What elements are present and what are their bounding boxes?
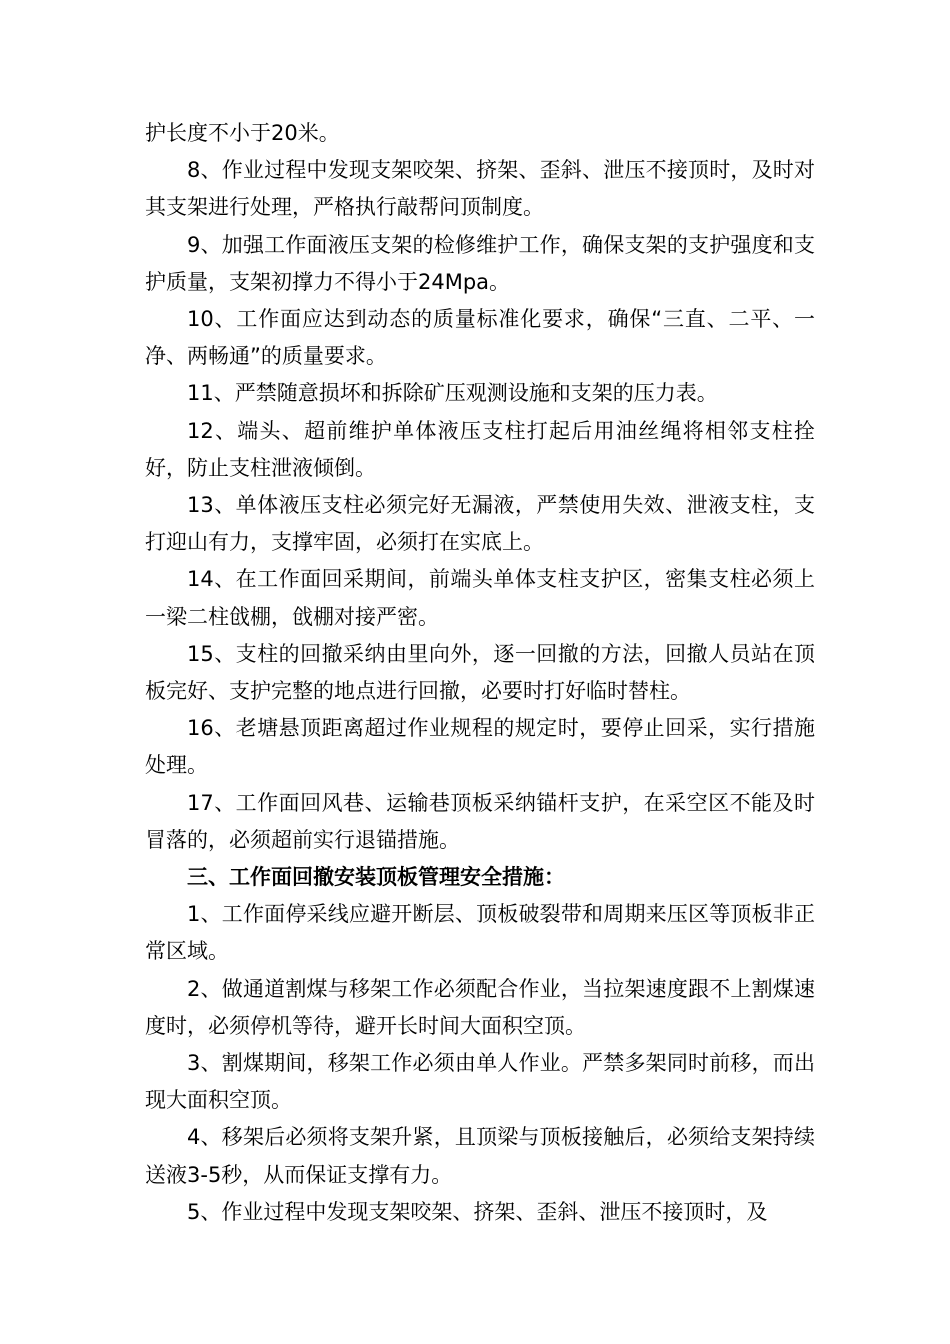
paragraph: 10、工作面应达到动态的质量标准化要求，确保“三直、二平、一净、两畅通”的质量要求。 — [145, 307, 815, 369]
paragraph: 8、作业过程中发现支架咬架、挤架、歪斜、泄压不接顶时，及时对其支架进行处理，严格执行敲帮问顶制度。 — [145, 158, 815, 220]
paragraph: 11、严禁随意损坏和拆除矿压观测设施和支架的压力表。 — [187, 381, 718, 406]
paragraph: 17、工作面回风巷、运输巷顶板采纳锚杆支护，在采空区不能及时冒落的，必须超前实行退锚措施。 — [145, 790, 815, 852]
paragraph: 4、移架后必须将支架升紧，且顶梁与顶板接触后，必须给支架持续送液3-5秒，从而保证支撑有力。 — [145, 1125, 815, 1187]
paragraph: 1、工作面停采线应避开断层、顶板破裂带和周期来压区等顶板非正常区域。 — [145, 902, 815, 964]
paragraph: 16、老塘悬顶距离超过作业规程的规定时，要停止回采，实行措施处理。 — [145, 716, 815, 778]
paragraph: 12、端头、超前维护单体液压支柱打起后用油丝绳将相邻支柱拴好，防止支柱泄液倾倒。 — [145, 418, 815, 480]
paragraph: 9、加强工作面液压支架的检修维护工作，确保支架的支护强度和支护质量，支架初撑力不得小于24Mpa。 — [145, 232, 815, 294]
paragraph: 护长度不小于20米。 — [145, 121, 340, 145]
paragraph: 5、作业过程中发现支架咬架、挤架、歪斜、泄压不接顶时，及 — [187, 1199, 768, 1224]
paragraph: 15、支柱的回撤采纳由里向外，逐一回撤的方法，回撤人员站在顶板完好、支护完整的地点进行回撤，必要时打好临时替柱。 — [145, 641, 815, 704]
paragraph: 3、割煤期间，移架工作必须由单人作业。严禁多架同时前移，而出现大面积空顶。 — [145, 1051, 815, 1113]
paragraph: 13、单体液压支柱必须完好无漏液，严禁使用失效、泄液支柱，支打迎山有力，支撑牢固，必须打在实底上。 — [145, 493, 815, 555]
paragraph: 14、在工作面回采期间，前端头单体支柱支护区，密集支柱必须上一梁二柱戗棚，戗棚对接严密。 — [145, 567, 815, 629]
section-heading: 三、工作面回撤安装顶板管理安全措施： — [187, 865, 565, 890]
document-body — [145, 115, 815, 1231]
paragraph: 2、做通道割煤与移架工作必须配合作业，当拉架速度跟不上割煤速度时，必须停机等待，避开长时间大面积空顶。 — [145, 976, 815, 1038]
